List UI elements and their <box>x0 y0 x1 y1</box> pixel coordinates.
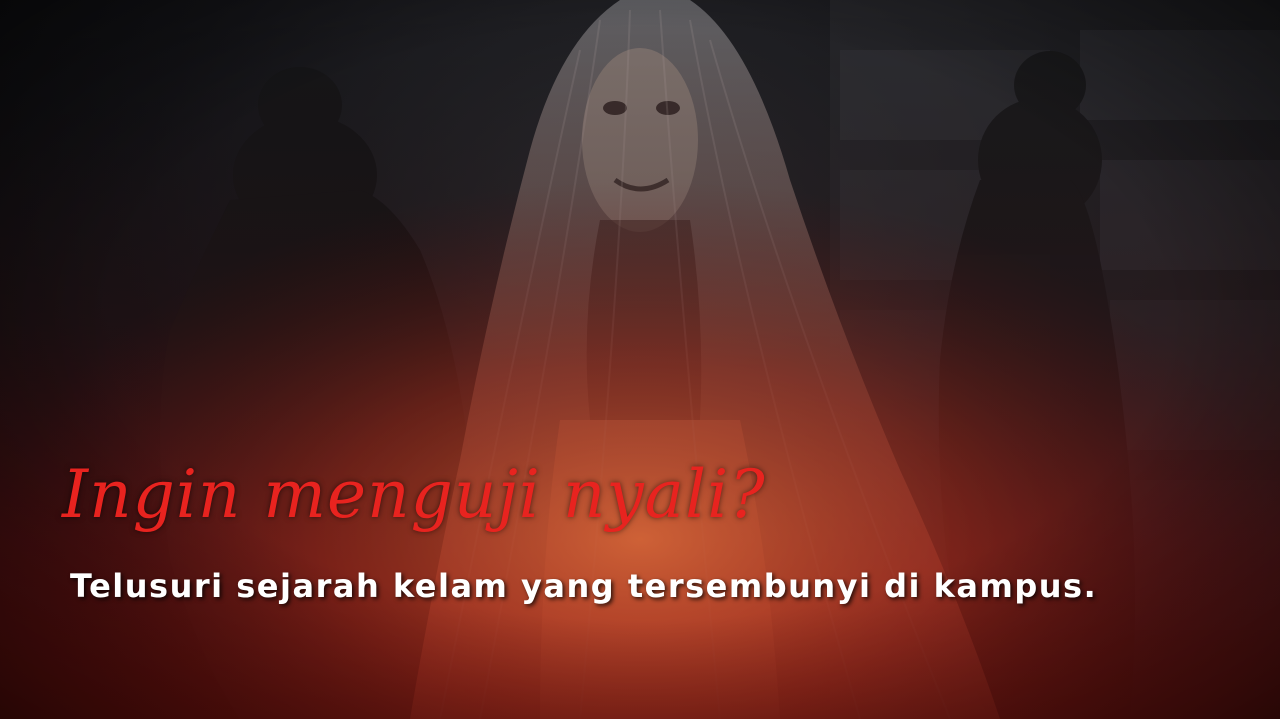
poster-subline: Telusuri sejarah kelam yang tersembunyi di kampus. <box>70 567 1098 605</box>
poster-headline: Ingin menguji nyali? <box>62 456 766 533</box>
